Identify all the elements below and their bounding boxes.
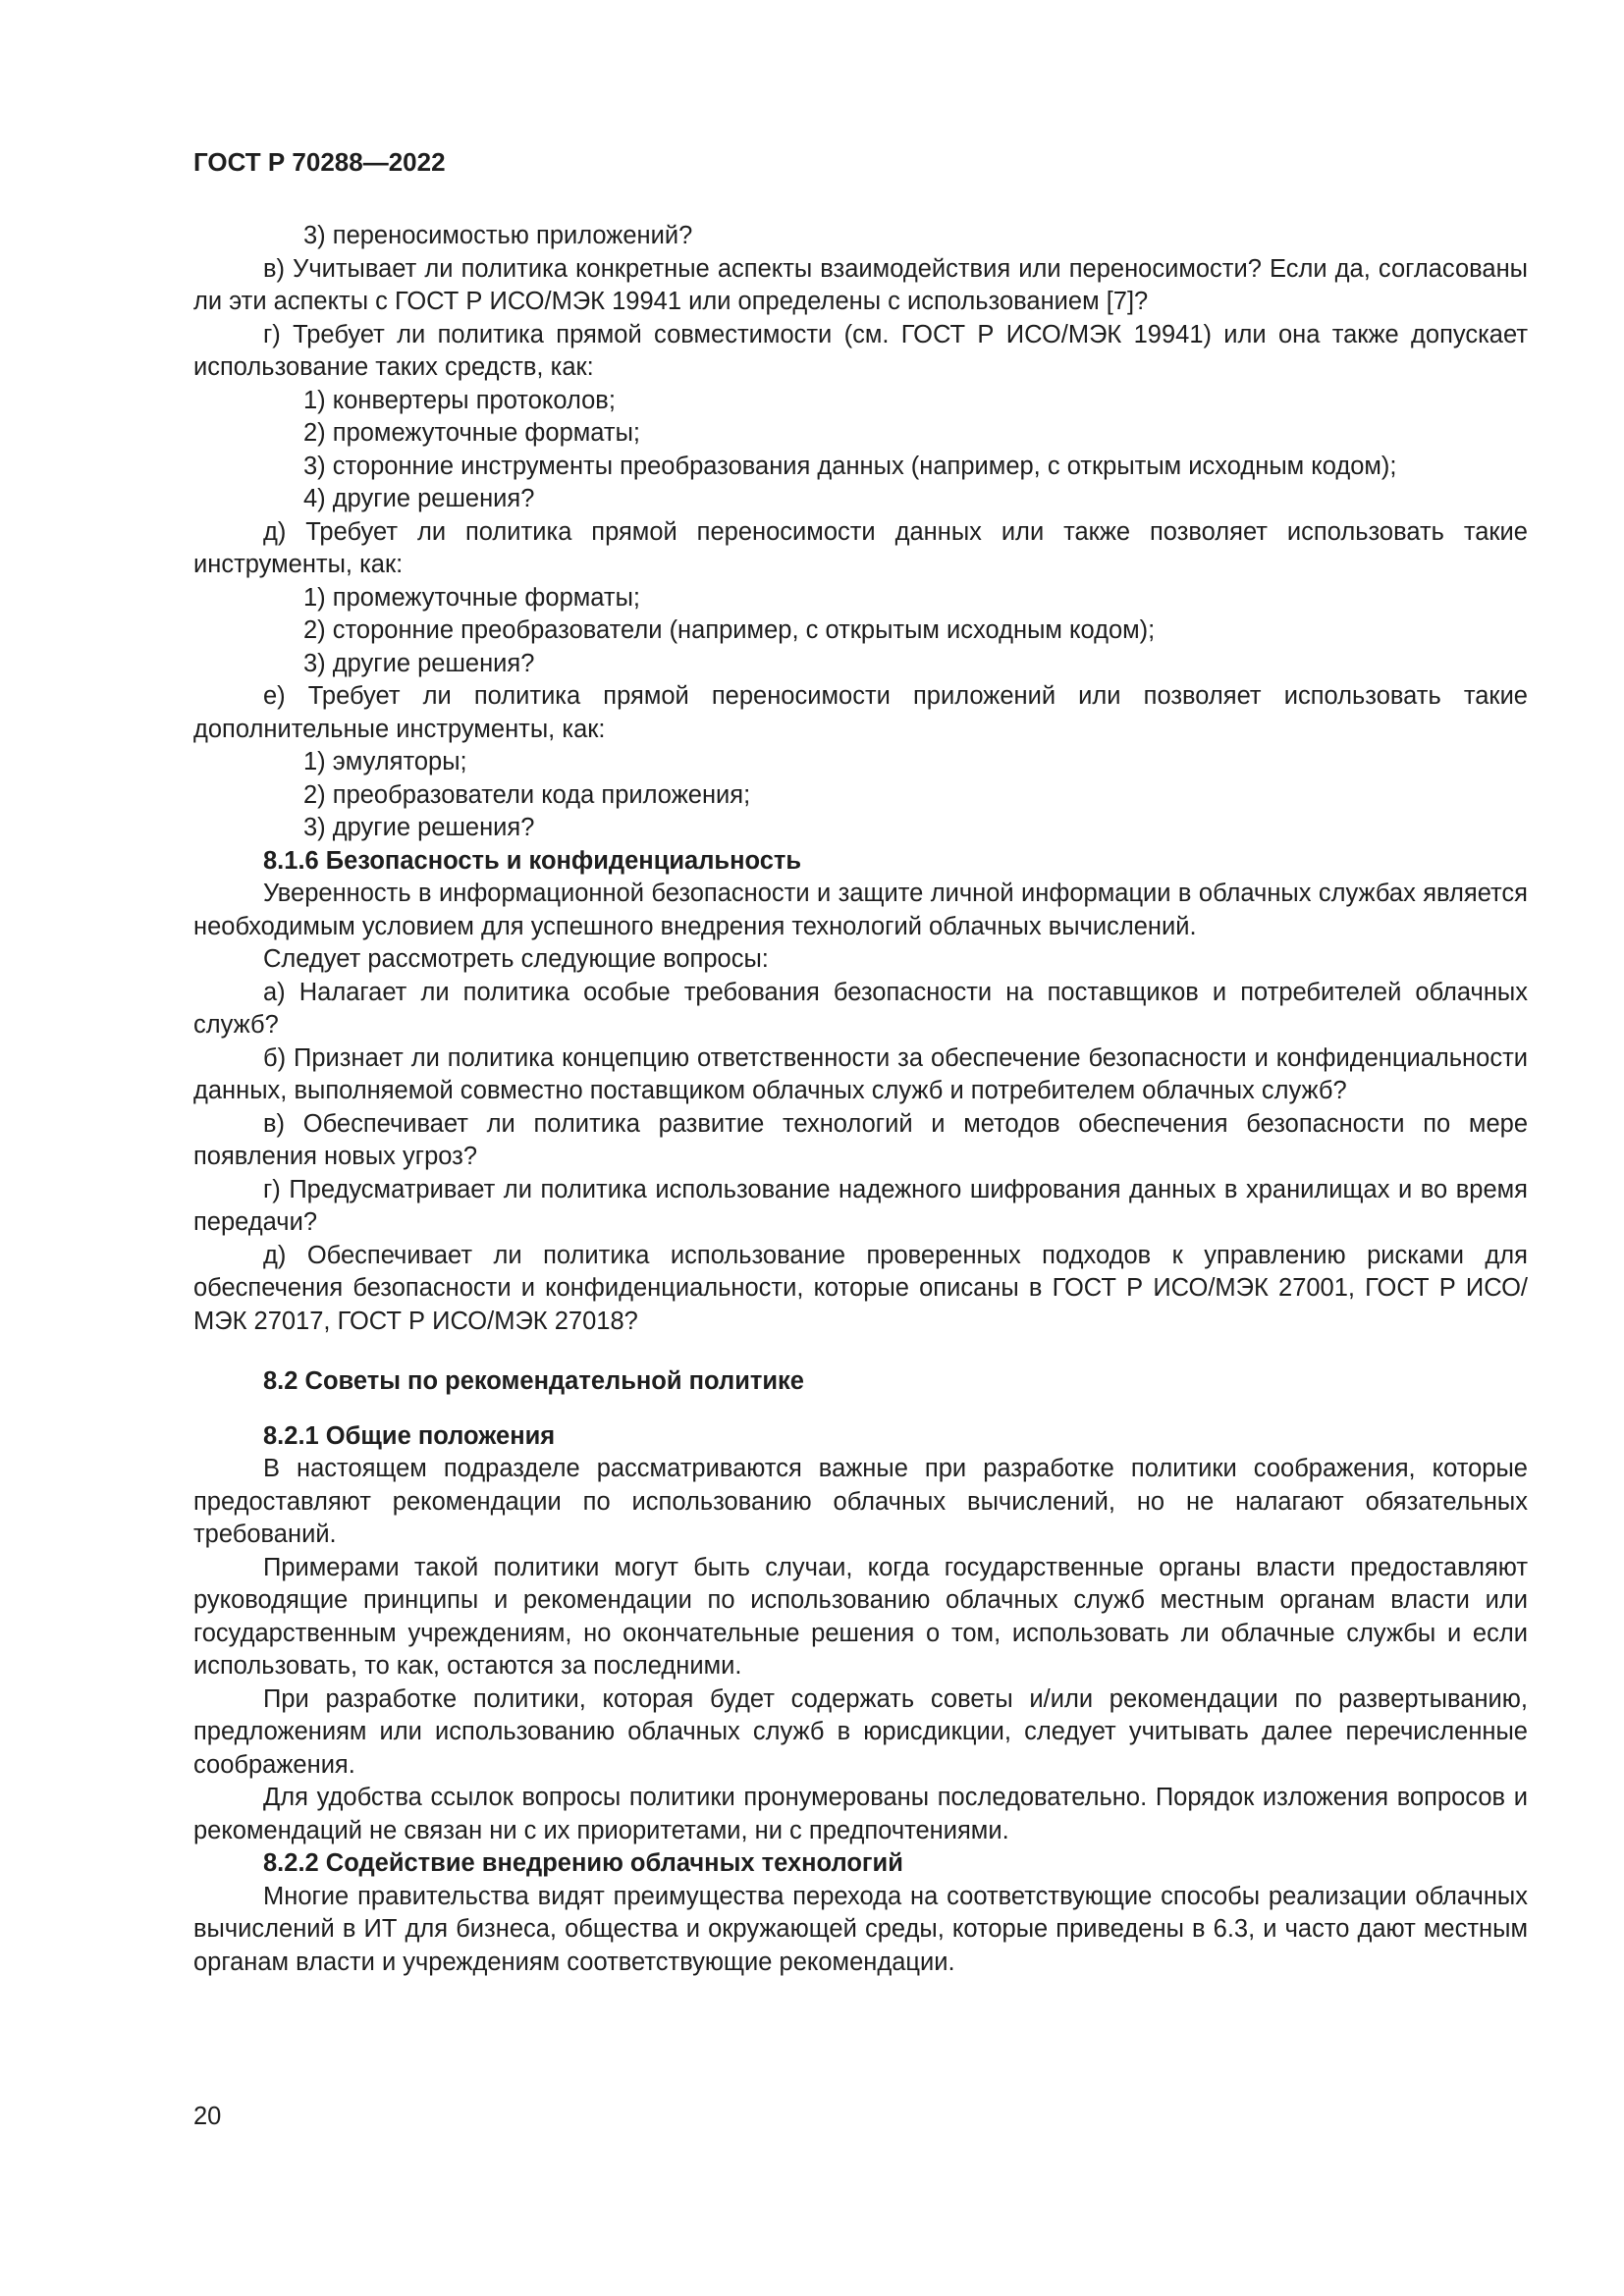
- page-number: 20: [193, 2103, 222, 2130]
- paragraph: г) Предусматривает ли политика использование надежного шифрования данных в хранилищах и во время передачи?: [193, 1175, 1528, 1236]
- paragraph: г) Требует ли политика прямой совместимости (см. ГОСТ Р ИСО/МЭК 19941) или она также допускает использование таких средств, как:: [193, 320, 1528, 381]
- list-item: 3) переносимостью приложений?: [303, 222, 693, 249]
- document-header: ГОСТ Р 70288—2022: [193, 147, 446, 177]
- list-item: 2) преобразователи кода приложения;: [303, 780, 751, 809]
- paragraph: Многие правительства видят преимущества перехода на соответствующие способы реализации облачных вычислений в ИТ для бизнеса, общества и окружающей среды, которые приведены в 6.3, и часто дают местным органам власти и учреждениям соответствующие рекомендации.: [193, 1882, 1528, 1976]
- list-item: 1) эмуляторы;: [303, 748, 467, 775]
- paragraph: В настоящем подразделе рассматриваются важные при разработке политики соображения, которые предоставляют рекомендации по использованию облачных вычислений, но не налагают обязательных требований.: [193, 1455, 1528, 1548]
- list-item: 2) сторонние преобразователи (например, с открытым исходным кодом);: [303, 616, 1156, 644]
- list-item: 1) промежуточные форматы;: [303, 583, 641, 612]
- paragraph: б) Признает ли политика концепцию ответственности за обеспечение безопасности и конфиденциальности данных, выполняемой совместно поставщиком облачных служб и потребителем облачных служб?: [193, 1043, 1528, 1104]
- paragraph: Для удобства ссылок вопросы политики пронумерованы последовательно. Порядок изложения вопросов и рекомендаций не связан ни с их приоритетами, ни с предпочтениями.: [193, 1784, 1528, 1844]
- paragraph: Следует рассмотреть следующие вопросы:: [263, 945, 769, 973]
- paragraph: в) Учитывает ли политика конкретные аспекты взаимодействия или переносимости? Если да, согласованы ли эти аспекты с ГОСТ Р ИСО/МЭК 19941 или определены с использованием [7]?: [193, 254, 1528, 315]
- list-item: 3) другие решения?: [303, 649, 535, 677]
- paragraph: Примерами такой политики могут быть случаи, когда государственные органы власти предоставляют руководящие принципы и рекомендации по использованию облачных служб местным органам власти или государственным учреждениям, но окончательные решения о том, использовать ли облачные службы и если использовать, то как, остаются за последними.: [193, 1553, 1528, 1680]
- paragraph: Уверенность в информационной безопасности и защите личной информации в облачных службах является необходимым условием для успешного внедрения технологий облачных вычислений.: [193, 880, 1528, 940]
- paragraph: При разработке политики, которая будет содержать советы и/или рекомендации по развертыванию, предложениям или использованию облачных служб в юрисдикции, следует учитывать далее перечисленные соображения.: [193, 1684, 1528, 1779]
- paragraph: д) Обеспечивает ли политика использование проверенных подходов к управлению рисками для обеспечения безопасности и конфиденциальности, которые описаны в ГОСТ Р ИСО/МЭК 27001, ГОСТ Р ИСО/МЭК 27017, ГОСТ Р ИСО/МЭК 27018?: [193, 1241, 1528, 1335]
- section-heading: 8.2.1 Общие положения: [263, 1421, 556, 1450]
- section-heading: 8.2.2 Содействие внедрению облачных технологий: [263, 1849, 903, 1877]
- paragraph: в) Обеспечивает ли политика развитие технологий и методов обеспечения безопасности по мере появления новых угроз?: [193, 1109, 1528, 1170]
- document-body: [193, 220, 1528, 1979]
- paragraph: д) Требует ли политика прямой переносимости данных или также позволяет использовать такие инструменты, как:: [193, 517, 1528, 578]
- section-heading: 8.2 Советы по рекомендательной политике: [263, 1367, 804, 1395]
- list-item: 1) конвертеры протоколов;: [303, 386, 616, 414]
- list-item: 4) другие решения?: [303, 485, 535, 512]
- list-item: 3) сторонние инструменты преобразования данных (например, с открытым исходным кодом);: [303, 452, 1397, 480]
- section-heading: 8.1.6 Безопасность и конфиденциальность: [263, 846, 802, 875]
- list-item: 2) промежуточные форматы;: [303, 419, 641, 447]
- paragraph: а) Налагает ли политика особые требования безопасности на поставщиков и потребителей облачных служб?: [193, 978, 1528, 1039]
- list-item: 3) другие решения?: [303, 814, 535, 841]
- paragraph: е) Требует ли политика прямой переносимости приложений или позволяет использовать такие дополнительные инструменты, как:: [193, 682, 1528, 743]
